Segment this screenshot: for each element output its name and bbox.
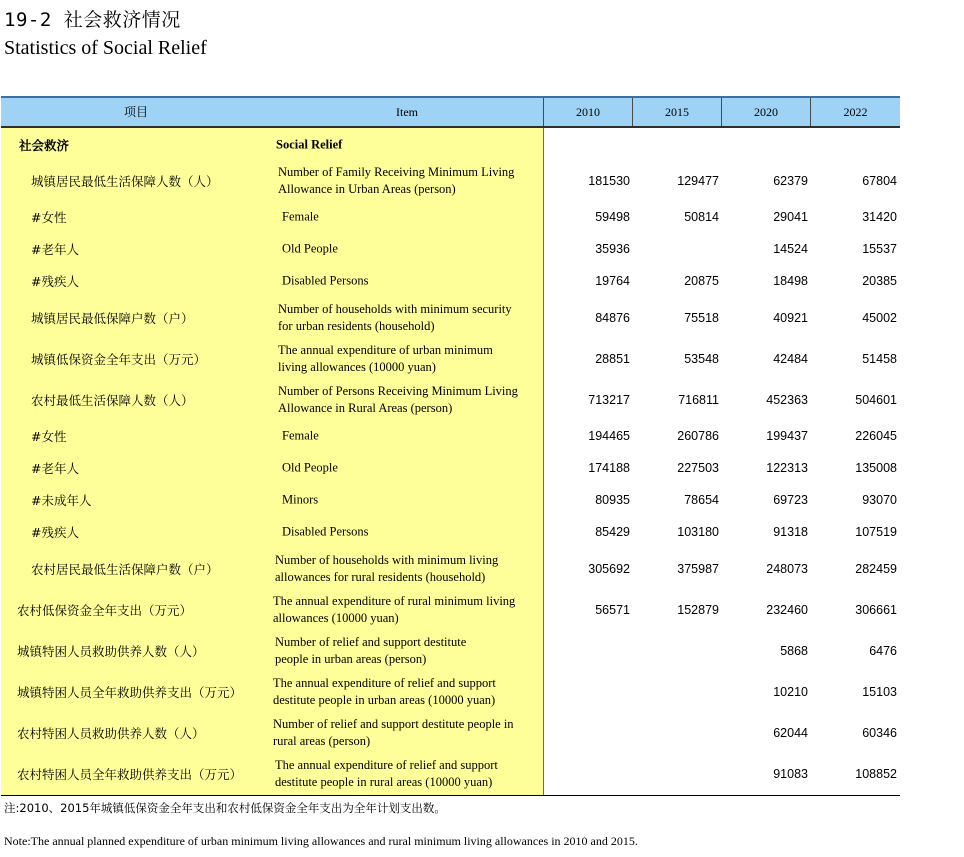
table-row (1, 380, 900, 420)
header-year-2020: 2020 (722, 98, 811, 126)
table-row (1, 518, 900, 546)
cell-2020: 29041 (773, 210, 808, 224)
header-item-en: Item (271, 98, 544, 126)
table-row (1, 339, 900, 379)
cell-2010: 194465 (588, 429, 630, 443)
cell-2015: 375987 (677, 562, 719, 576)
row-label-cn: 城镇特困人员救助供养人数（人） (17, 644, 205, 659)
row-label-cn: 城镇居民最低保障户数（户） (31, 311, 194, 326)
cell-2015: 50814 (684, 210, 719, 224)
cell-2015: 260786 (677, 429, 719, 443)
page-title-chinese: 19-2 社会救济情况 (4, 9, 181, 31)
row-label-cn: 城镇低保资金全年支出（万元） (31, 352, 207, 367)
cell-2015: 129477 (677, 174, 719, 188)
cell-2020: 122313 (766, 461, 808, 475)
header-year-2010: 2010 (544, 98, 633, 126)
row-label-en: Number of relief and support destitute people in urban areas (person) (275, 635, 467, 666)
table-row (1, 267, 900, 295)
header-year-2015: 2015 (633, 98, 722, 126)
table-header (1, 98, 900, 128)
cell-2010: 28851 (595, 352, 630, 366)
cell-2015: 152879 (677, 603, 719, 617)
row-label-en: Minors (282, 492, 319, 507)
row-label-en: Disabled Persons (282, 273, 369, 288)
row-label-en: Number of Persons Receiving Minimum Living Allowance in Rural Areas (person) (278, 384, 518, 415)
cell-2022: 15537 (862, 242, 897, 256)
cell-2020: 91083 (773, 767, 808, 781)
cell-2020: 10210 (773, 685, 808, 699)
cell-2015: 75518 (684, 311, 719, 325)
cell-2020: 232460 (766, 603, 808, 617)
cell-2020: 40921 (773, 311, 808, 325)
cell-2010: 35936 (595, 242, 630, 256)
cell-2022: 282459 (855, 562, 897, 576)
row-label-cn: 城镇居民最低生活保障人数（人） (31, 174, 219, 189)
footnote-english: Note:The annual planned expenditure of urban minimum living allowances and rural minimum living allowances in 2010 and 2015. (4, 834, 638, 848)
table-row (1, 590, 900, 630)
row-label-cn: 农村居民最低生活保障户数（户） (31, 562, 219, 577)
cell-2022: 51458 (862, 352, 897, 366)
cell-2022: 6476 (869, 644, 897, 658)
cell-2020: 452363 (766, 393, 808, 407)
cell-2020: 69723 (773, 493, 808, 507)
cell-2022: 20385 (862, 274, 897, 288)
footnote-chinese: 注:2010、2015年城镇低保资金全年支出和农村低保资金全年支出为全年计划支出数。 (4, 801, 446, 815)
row-label-cn: 农村低保资金全年支出（万元） (17, 603, 193, 618)
table-row (1, 161, 900, 201)
table-row (1, 672, 900, 712)
row-label-en: Number of Family Receiving Minimum Living Allowance in Urban Areas (person) (278, 165, 515, 196)
cell-2010: 174188 (588, 461, 630, 475)
cell-2020: 42484 (773, 352, 808, 366)
row-label-cn: 农村最低生活保障人数（人） (31, 393, 194, 408)
table-row (1, 298, 900, 338)
cell-2020: 62044 (773, 726, 808, 740)
cell-2022: 31420 (862, 210, 897, 224)
cell-2022: 60346 (862, 726, 897, 740)
cell-2022: 135008 (855, 461, 897, 475)
row-label-cn: 城镇特困人员全年救助供养支出（万元） (17, 685, 243, 700)
table-row (1, 549, 900, 589)
table-row (1, 235, 900, 263)
cell-2010: 84876 (595, 311, 630, 325)
table-row (1, 631, 900, 671)
cell-2022: 67804 (862, 174, 897, 188)
row-label-cn: #残疾人 (31, 525, 79, 540)
cell-2020: 5868 (780, 644, 808, 658)
table-row (1, 754, 900, 794)
row-label-en: Number of relief and support destitute people in rural areas (person) (273, 717, 514, 748)
cell-2015: 53548 (684, 352, 719, 366)
cell-2015: 716811 (678, 393, 719, 407)
row-label-cn: #女性 (31, 210, 67, 225)
row-label-cn: 社会救济 (19, 138, 70, 153)
table-row (1, 713, 900, 753)
row-label-cn: #老年人 (31, 461, 79, 476)
cell-2020: 199437 (766, 429, 808, 443)
cell-2022: 15103 (862, 685, 897, 699)
cell-2022: 108852 (855, 767, 897, 781)
cell-2022: 306661 (855, 603, 897, 617)
row-label-cn: #未成年人 (31, 493, 92, 508)
row-label-en: The annual expenditure of rural minimum living allowances (10000 yuan) (273, 594, 516, 625)
row-label-en: The annual expenditure of relief and support destitute people in urban areas (10000 yuan) (273, 676, 496, 707)
cell-2010: 59498 (595, 210, 630, 224)
table-row (1, 203, 900, 231)
row-label-cn: #老年人 (31, 242, 79, 257)
cell-2010: 56571 (595, 603, 630, 617)
row-label-cn: 农村特困人员救助供养人数（人） (17, 726, 205, 741)
header-item-cn: 项目 (123, 105, 148, 119)
row-label-cn: #残疾人 (31, 274, 79, 289)
row-label-cn: #女性 (31, 429, 67, 444)
row-label-en: Old People (282, 460, 338, 475)
cell-2022: 504601 (855, 393, 897, 407)
row-label-en: Number of households with minimum living allowances for rural residents (household) (275, 553, 499, 584)
page-title-english: Statistics of Social Relief (4, 37, 207, 59)
cell-2022: 226045 (855, 429, 897, 443)
cell-2022: 45002 (862, 311, 897, 325)
cell-2015: 227503 (677, 461, 719, 475)
cell-2020: 14524 (773, 242, 808, 256)
cell-2015: 78654 (684, 493, 719, 507)
row-label-en: Social Relief (276, 137, 343, 152)
cell-2020: 248073 (766, 562, 808, 576)
row-label-en: Female (282, 209, 319, 224)
row-label-en: Female (282, 428, 319, 443)
statistics-table (1, 96, 900, 796)
row-label-en: Number of households with minimum security for urban residents (household) (278, 302, 512, 333)
cell-2020: 91318 (773, 525, 808, 539)
row-label-en: Disabled Persons (282, 524, 369, 539)
cell-2020: 62379 (773, 174, 808, 188)
cell-2010: 305692 (588, 562, 630, 576)
cell-2015: 20875 (684, 274, 719, 288)
cell-2010: 713217 (588, 393, 630, 407)
cell-2010: 85429 (595, 525, 630, 539)
table-row (1, 454, 900, 482)
cell-2022: 107519 (855, 525, 897, 539)
cell-2010: 19764 (595, 274, 630, 288)
cell-2022: 93070 (862, 493, 897, 507)
header-year-2022: 2022 (843, 105, 868, 119)
cell-2020: 18498 (773, 274, 808, 288)
cell-2010: 181530 (588, 174, 630, 188)
table-row (1, 133, 900, 157)
table-row (1, 422, 900, 450)
row-label-en: The annual expenditure of relief and support destitute people in rural areas (10000 yuan) (275, 758, 498, 789)
cell-2010: 80935 (595, 493, 630, 507)
table-row (1, 486, 900, 514)
cell-2015: 103180 (677, 525, 719, 539)
row-label-en: Old People (282, 241, 338, 256)
row-label-en: The annual expenditure of urban minimum living allowances (10000 yuan) (278, 343, 493, 374)
row-label-cn: 农村特困人员全年救助供养支出（万元） (17, 767, 243, 782)
